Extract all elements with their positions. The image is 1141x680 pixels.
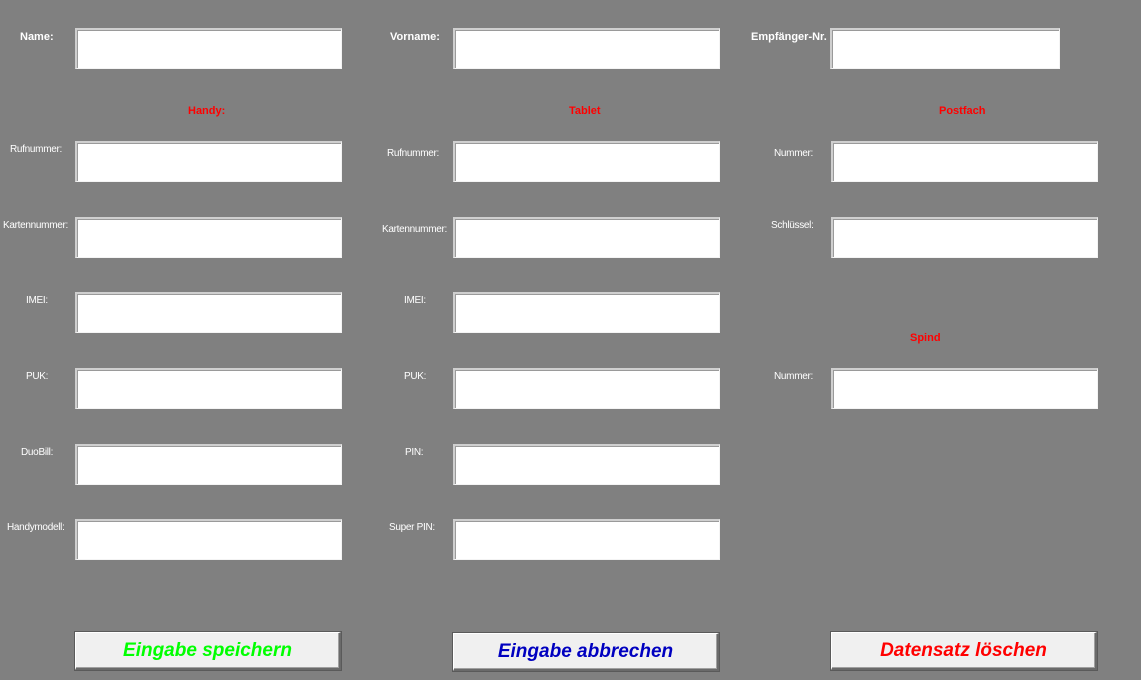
section-title-handy: Handy: [188, 105, 226, 117]
tablet-rufnummer-label: Rufnummer: [387, 148, 440, 159]
section-title-spind: Spind [910, 332, 941, 344]
vorname-input[interactable] [453, 28, 720, 69]
handy-puk-input[interactable] [75, 368, 342, 409]
handy-rufnummer-label: Rufnummer: [10, 144, 63, 155]
delete-record-button[interactable]: Datensatz löschen [831, 632, 1097, 670]
handy-imei-input[interactable] [75, 292, 342, 333]
cancel-button[interactable]: Eingabe abbrechen [453, 633, 719, 671]
postfach-schluessel-input[interactable] [831, 217, 1098, 258]
handy-duobill-input[interactable] [75, 444, 342, 485]
tablet-pin-input[interactable] [453, 444, 720, 485]
handy-handymodell-input[interactable] [75, 519, 342, 560]
tablet-imei-label: IMEI: [404, 295, 426, 306]
empfaenger-nr-input[interactable] [830, 28, 1060, 69]
postfach-nummer-input[interactable] [831, 141, 1098, 182]
save-button[interactable]: Eingabe speichern [75, 632, 341, 670]
postfach-nummer-label: Nummer: [774, 148, 814, 159]
spind-nummer-input[interactable] [831, 368, 1098, 409]
tablet-kartennummer-label: Kartennummer: [382, 224, 448, 235]
name-label: Name: [20, 31, 54, 43]
tablet-pin-label: PIN: [405, 447, 424, 458]
handy-puk-label: PUK: [26, 371, 49, 382]
handy-kartennummer-label: Kartennummer: [3, 220, 69, 231]
handy-kartennummer-input[interactable] [75, 217, 342, 258]
postfach-schluessel-label: Schlüssel: [771, 220, 814, 231]
handy-duobill-label: DuoBill: [21, 447, 54, 458]
name-input[interactable] [75, 28, 342, 69]
vorname-label: Vorname: [390, 31, 440, 43]
handy-handymodell-label: Handymodell: [7, 522, 65, 533]
tablet-rufnummer-input[interactable] [453, 141, 720, 182]
tablet-superpin-input[interactable] [453, 519, 720, 560]
empfaenger-nr-label: Empfänger-Nr. [751, 31, 827, 43]
handy-imei-label: IMEI: [26, 295, 48, 306]
tablet-superpin-label: Super PIN: [389, 522, 435, 533]
tablet-puk-input[interactable] [453, 368, 720, 409]
tablet-puk-label: PUK: [404, 371, 427, 382]
section-title-postfach: Postfach [939, 105, 986, 117]
section-title-tablet: Tablet [569, 105, 601, 117]
tablet-imei-input[interactable] [453, 292, 720, 333]
spind-nummer-label: Nummer: [774, 371, 814, 382]
tablet-kartennummer-input[interactable] [453, 217, 720, 258]
handy-rufnummer-input[interactable] [75, 141, 342, 182]
